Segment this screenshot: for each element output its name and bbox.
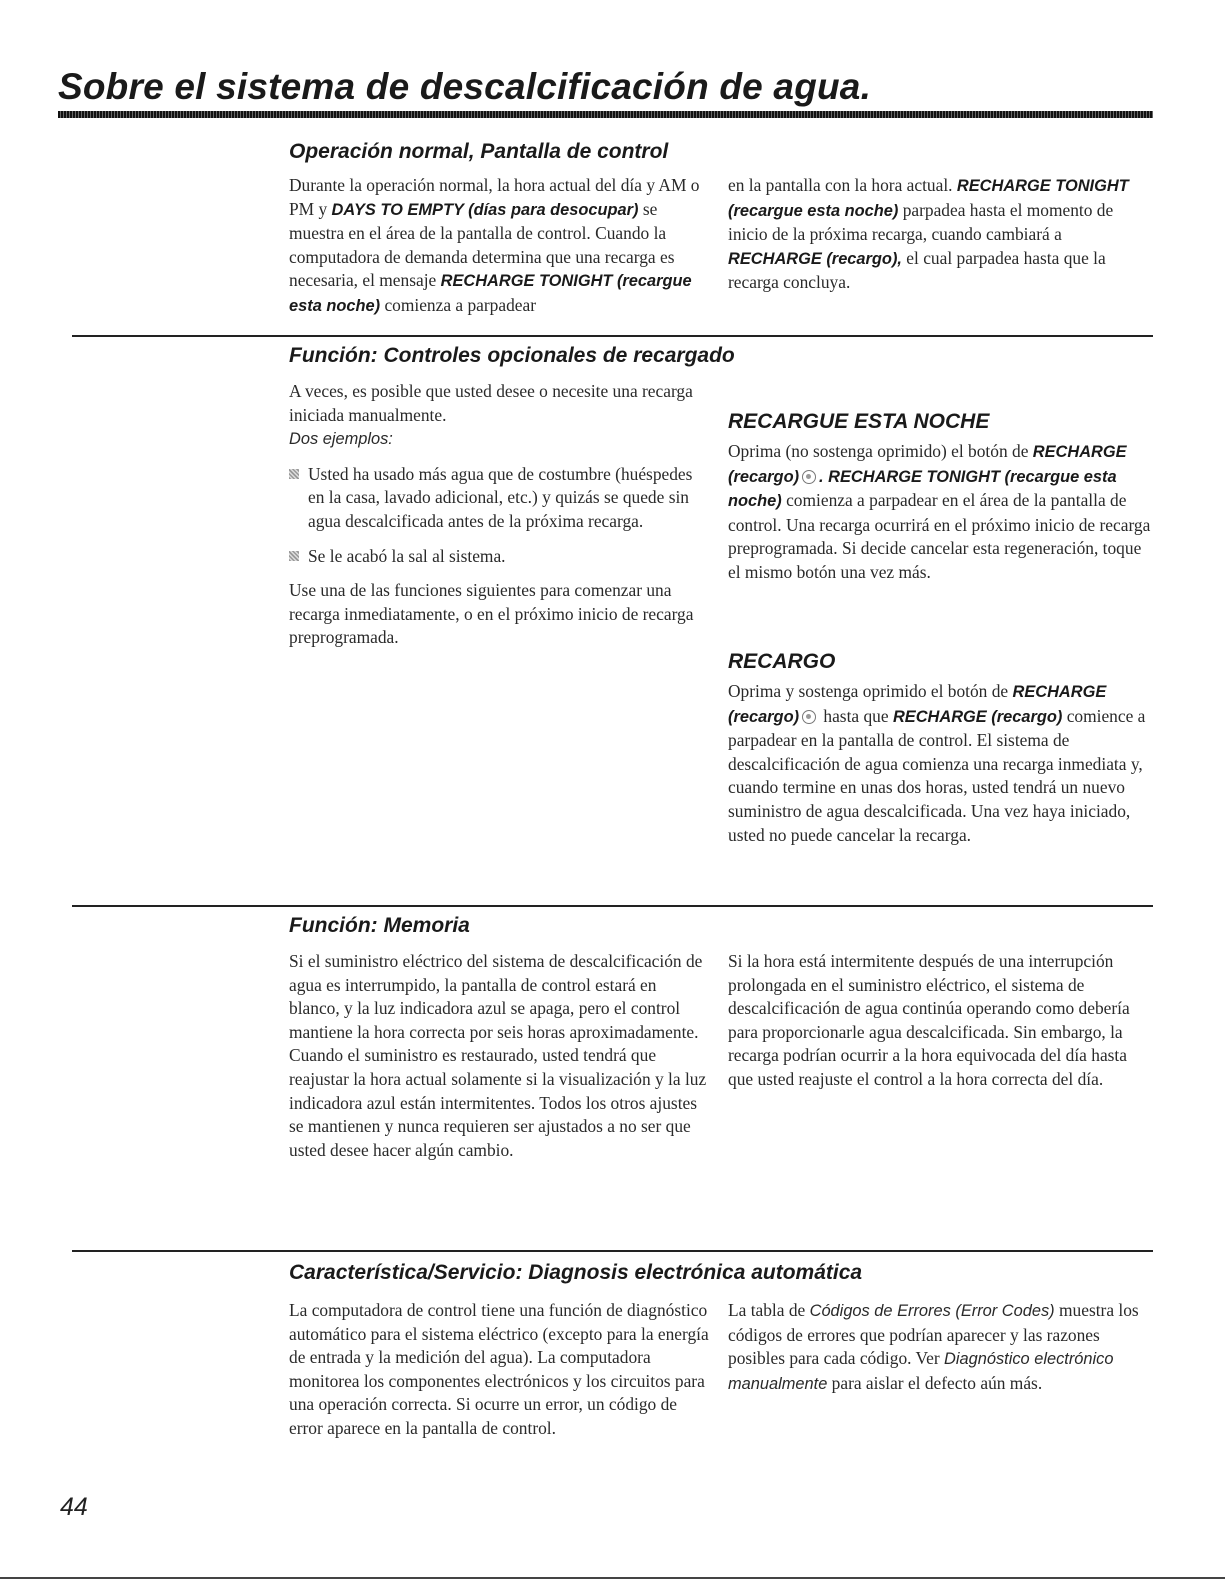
recargo-column [728, 680, 1153, 847]
bullet-item [289, 463, 709, 534]
text: comience a parpadear en la pantalla de control. El sistema de descalcificación de agua comienza una recarga inmediata y, cuando termine en unas dos horas, usted tendrá un nuevo suministro de agua descalcificada. Una vez haya iniciado, usted no puede cancelar la recarga. [728, 705, 1146, 845]
italic-term: Diagnóstico electrónico manualmente [728, 1350, 1114, 1393]
section-heading-memory: Función: Memoria [289, 914, 470, 937]
bold-term: RECHARGE TONIGHT (recargue esta noche) [289, 272, 692, 315]
text: comienza a parpadear en el área de la pantalla de control. Una recarga ocurrirá en el próximo inicio de recarga preprogramada. Si decide cancelar esta regeneración, toque el mismo botón una vez más. [728, 490, 1151, 582]
title-rule [58, 111, 1153, 118]
text: muestra los códigos de errores que podrían aparecer y las razones posibles para cada código. Ver [728, 1300, 1139, 1369]
text: se muestra en el área de la pantalla de control. Cuando la computadora de demanda determina que una recarga es necesaria, el mensaje [289, 198, 675, 291]
optional-left-column [289, 380, 709, 650]
bold-term: RECHARGE (recargo) [892, 707, 1063, 726]
normal-left-column [289, 174, 709, 319]
examples-label: Dos ejemplos: [289, 430, 393, 449]
tonight-paragraph [728, 440, 1153, 585]
section-heading-diagnosis: Característica/Servicio: Diagnosis electrónica automática [289, 1261, 863, 1284]
subheading-tonight: RECARGUE ESTA NOCHE [728, 410, 990, 433]
text: para aislar el defecto aún más. [827, 1372, 1043, 1393]
text: La tabla de [728, 1300, 810, 1320]
recharge-button-icon [802, 470, 816, 484]
diagnosis-left-paragraph: La computadora de control tiene una función de diagnóstico automático para el sistema eléctrico (excepto para la energía de entrada y la medición del agua). La computadora monitorea los componentes electrónicos y los circuitos para una operación correcta. Si ocurre un error, un código de error aparece en la pantalla de control. [289, 1300, 709, 1438]
memory-left-column [289, 950, 709, 1162]
text: Usted ha usado más agua que de costumbre (huéspedes en la casa, lavado adicional, etc.) y quizás se quede sin agua descalcificada antes de la próxima recarga. [308, 463, 693, 531]
page-title: Sobre el sistema de descalcificación de agua. [58, 66, 872, 107]
diagnosis-right-paragraph [728, 1299, 1153, 1396]
normal-right-paragraph [728, 174, 1153, 295]
section-heading-normal: Operación normal, Pantalla de control [289, 140, 669, 163]
normal-right-column [728, 174, 1153, 295]
tonight-column [728, 440, 1153, 585]
section-heading-optional: Función: Controles opcionales de recargado [289, 344, 735, 367]
memory-left-paragraph: Si el suministro eléctrico del sistema de descalcificación de agua es interrumpido, la pantalla de control estará en blanco, y la luz indicadora azul se apaga, pero el control mantiene la hora correcta por seis horas aproximadamente. Cuando el suministro es restaurado, usted tendrá que reajustar la hora actual solamente si la visualización y la luz indicadora azul están intermitentes. Todos los otros ajustes se mantienen y nunca requieren ser ajustados a no ser que usted desee hacer algún cambio. [289, 951, 707, 1160]
recharge-button-icon [802, 710, 816, 724]
bold-term: RECHARGE (recargo) [728, 683, 1107, 726]
bullet-icon [289, 551, 299, 561]
section-divider [72, 335, 1153, 337]
bullet-icon [289, 469, 299, 479]
page-number: 44 [60, 1493, 88, 1521]
bold-term: RECHARGE (recargo), [728, 249, 902, 268]
bold-term: DAYS TO EMPTY (días para desocupar) [331, 200, 639, 219]
text: Se le acabó la sal al sistema. [308, 545, 506, 566]
text: comienza a parpadear [380, 294, 537, 315]
text: . [819, 467, 829, 486]
text: Durante la operación normal, la hora actual del día y AM o PM y [289, 175, 700, 219]
bold-term: RECHARGE (recargo) [728, 443, 1127, 486]
recargo-paragraph [728, 680, 1153, 847]
text: el cual parpadea hasta que la recarga concluya. [728, 247, 1106, 293]
section-divider [72, 905, 1153, 907]
memory-right-paragraph: Si la hora está intermitente después de una interrupción prolongada en el suministro eléctrico, el sistema de descalcificación de agua continúa operando como debería para proporcionarle agua descalcificada. Sin embargo, la recarga podrían ocurrir a la hora equivocada del día hasta que usted reajuste el control a la hora correcta del día. [728, 951, 1130, 1089]
memory-right-column [728, 950, 1153, 1092]
normal-left-paragraph [289, 174, 709, 319]
italic-term: Códigos de Errores (Error Codes) [809, 1302, 1055, 1320]
diagnosis-left-column [289, 1299, 709, 1441]
optional-intro: A veces, es posible que usted desee o necesite una recarga iniciada manualmente. [289, 381, 693, 425]
text: en la pantalla con la hora actual. [728, 175, 957, 195]
section-divider [72, 1250, 1153, 1252]
bullet-item [289, 545, 709, 569]
text: Oprima y sostenga oprimido el botón de [728, 681, 1013, 701]
bottom-rule [0, 1577, 1225, 1579]
text: Oprima (no sostenga oprimido) el botón de [728, 441, 1033, 461]
subheading-recargo: RECARGO [728, 650, 836, 673]
text: hasta que [819, 705, 893, 726]
bold-term: RECHARGE TONIGHT (recargue esta noche) [728, 177, 1129, 220]
text: parpadea hasta el momento de inicio de la próxima recarga, cuando cambiará a [728, 199, 1114, 245]
diagnosis-right-column [728, 1299, 1153, 1396]
bold-term: RECHARGE TONIGHT (recargue esta noche) [728, 467, 1117, 511]
optional-outro: Use una de las funciones siguientes para comenzar una recarga inmediatamente, o en el próximo inicio de recarga preprogramada. [289, 580, 694, 648]
